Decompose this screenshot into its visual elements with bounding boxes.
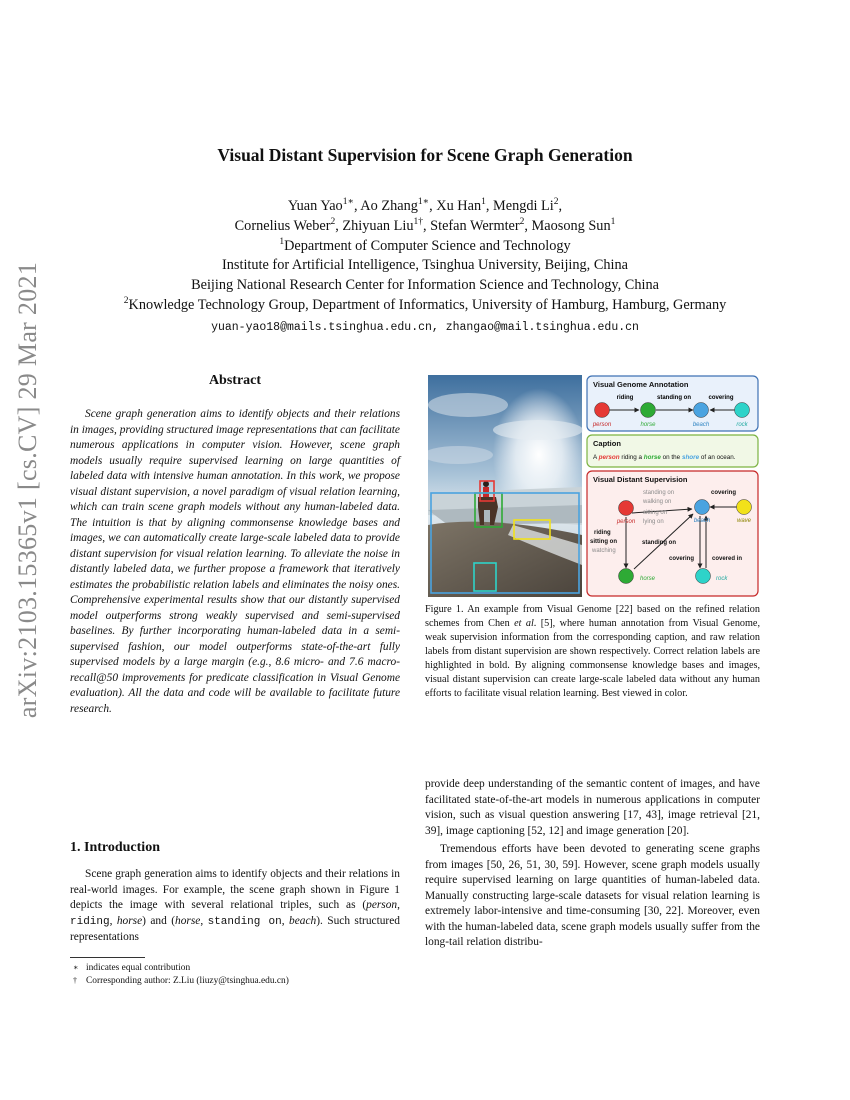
panel2-title: Caption xyxy=(593,439,621,448)
panel-visual-distant-supervision xyxy=(587,471,758,596)
paragraph-continuation: provide deep understanding of the semantic content of images, and have facilitated state-of-the-art models in numerous applications in computer vision, such as visual question answering [17, 43], image retrieval [21, 39], image captioning [52, 12] and image generation [20]. xyxy=(425,778,760,837)
panel1-title: Visual Genome Annotation xyxy=(593,380,689,389)
p3-rel-lying-on: lying on xyxy=(643,519,664,525)
affiliation-1-line-2: Institute for Artificial Intelligence, Tsinghua University, Beijing, China xyxy=(222,257,628,274)
author-line-1: Yuan Yao$^{1∗}$, Ao Zhang$^{1∗}$, Xu Han$^1$, Mengdi Li$^2$, xyxy=(287,197,563,214)
p3-label-beach: beach xyxy=(693,518,711,524)
node-label-horse: horse xyxy=(640,422,656,428)
intro-paragraph: Scene graph generation aims to identify objects and their relations in real-world images. For example, the scene graph shown in Figure 1 depicts the image with several relational triples, such as (person, riding, horse) and (horse, standing on, beach). Such structured representations xyxy=(70,868,400,943)
right-column-text xyxy=(425,777,760,951)
p3-rel-watching: watching xyxy=(592,548,616,554)
abstract-heading: Abstract xyxy=(208,373,262,388)
p3-rel-sitting-on-1: sitting on xyxy=(643,510,668,516)
node-person-icon xyxy=(595,403,610,418)
p3-rel-standing-on-1: standing on xyxy=(643,490,675,496)
affiliation-1: $^1$Department of Computer Science and Technology xyxy=(279,236,571,254)
p3-label-rock: rock xyxy=(716,576,728,582)
node-rock-icon xyxy=(735,403,750,418)
panel3-title: Visual Distant Supervision xyxy=(593,475,688,484)
p3-rock-icon xyxy=(696,569,711,584)
node-horse-icon xyxy=(641,403,656,418)
p3-rel-standing-on-2: standing on xyxy=(642,540,676,546)
panel-visual-genome-annotation xyxy=(587,376,758,431)
p3-label-horse: horse xyxy=(640,576,656,582)
section-heading-introduction: 1. Introduction xyxy=(70,840,160,855)
paper-title: Visual Distant Supervision for Scene Graph Generation xyxy=(217,145,633,165)
node-label-rock: rock xyxy=(736,422,748,428)
caption-sentence: A person riding a horse on the shore of an ocean. xyxy=(593,454,736,461)
p3-label-person: person xyxy=(616,519,636,525)
paragraph-efforts: Tremendous efforts have been devoted to generating scene graphs from images [50, 26, 51, 30, 59]. However, scene graph models usually require supervised learning on large quantities of human-labeled data. Manually constructing large-scale datasets for visual relation learning is extremely labor-intensive and time-consuming [30, 22]. Moreover, even with the human-labeled data, scene graph models usually suffer from the long-tail relation distribu- xyxy=(425,843,760,948)
p3-label-wave: wave xyxy=(736,518,752,524)
footnote-rule xyxy=(70,957,145,958)
node-label-person: person xyxy=(592,422,612,428)
affiliation-1-line-3: Beijing National Research Center for Information Science and Technology, China xyxy=(191,277,659,294)
p3-rel-walking-on: walking on xyxy=(643,499,672,505)
arxiv-stamp xyxy=(8,261,48,719)
author-block xyxy=(0,197,850,338)
beach-photo xyxy=(428,375,583,597)
node-label-beach: beach xyxy=(692,422,710,428)
footnote-corresponding-author: † Corresponding author: Z.Liu (liuzy@tsinghua.edu.cn) xyxy=(73,976,289,986)
node-beach-icon xyxy=(694,403,709,418)
footnotes xyxy=(70,962,400,988)
figure-1 xyxy=(428,375,760,597)
p3-wave-icon xyxy=(737,500,752,515)
p3-rel-riding: riding xyxy=(594,530,611,536)
abstract-text: Scene graph generation aims to identify objects and their relations in images, providing structured image representations that can facilitate numerous applications in computer vision. However, scene graph models usually require supervised learning on large quantities of labeled data with intensive human annotation. In this work, we propose visual distant supervision, a novel paradigm of visual relation learning, which can train scene graph models without any human-labeled data. The intuition is that by aligning commonsense knowledge bases and images, we can automatically create large-scale labeled data to provide distant supervision for visual relation learning. To alleviate the noise in distantly labeled data, we further propose a framework that iteratively estimates the probabilistic relation labels and eliminates the noisy ones. Comprehensive experimental results show that our distantly supervised model outperforms strong weakly supervised and semi-supervised baselines. By further incorporating human-labeled data in a semi-supervised fashion, our model outperforms state-of-the-art fully supervised models by a large margin (e.g., 8.6 micro- and 7.6 macro-recall@50 improvements for predicate classification in Visual Genome evaluation). All the data and code will be available to facilitate future research. xyxy=(70,408,400,715)
panel-caption xyxy=(587,435,758,467)
arxiv-id: arXiv:2103.15365v1 [cs.CV] 29 Mar 2021 xyxy=(13,261,42,719)
p3-rel-covering-top: covering xyxy=(711,490,737,496)
panel1-rel-standing-on: standing on xyxy=(657,395,691,401)
p3-beach-icon xyxy=(695,500,710,515)
author-emails: yuan-yao18@mails.tsinghua.edu.cn, zhangao@mail.tsinghua.edu.cn xyxy=(211,320,639,334)
panel1-rel-riding: riding xyxy=(616,395,634,401)
p3-horse-icon xyxy=(619,569,634,584)
p3-rel-covered-in: covered in xyxy=(712,556,743,562)
p3-rel-sitting-on-2: sitting on xyxy=(590,539,617,545)
affiliation-2: $^2$Knowledge Technology Group, Department of Informatics, University of Hamburg, Hamburg, Germany xyxy=(123,296,727,313)
author-line-2: Cornelius Weber$^2$, Zhiyuan Liu$^{1\dagger}$, Stefan Wermter$^2$, Maosong Sun$^1$ xyxy=(234,217,616,234)
figure-1-caption: Figure 1. An example from Visual Genome [22] based on the refined relation schemes from Chen et al. [5], where human annotation from Visual Genome, weak supervision information from the corresponding caption, and raw relation labels from distant supervision are shown respectively. Correct relation labels are highlighted in bold. By aligning commonsense knowledge bases and images, visual distant supervision can create large-scale labeled data without any human efforts to facilitate visual relation learning. Best viewed in color. xyxy=(425,604,760,699)
p3-person-icon xyxy=(619,501,634,516)
panel1-rel-covering: covering xyxy=(708,395,734,401)
p3-rel-covering-mid: covering xyxy=(669,556,695,562)
footnote-equal-contribution: ∗ indicates equal contribution xyxy=(73,963,191,973)
